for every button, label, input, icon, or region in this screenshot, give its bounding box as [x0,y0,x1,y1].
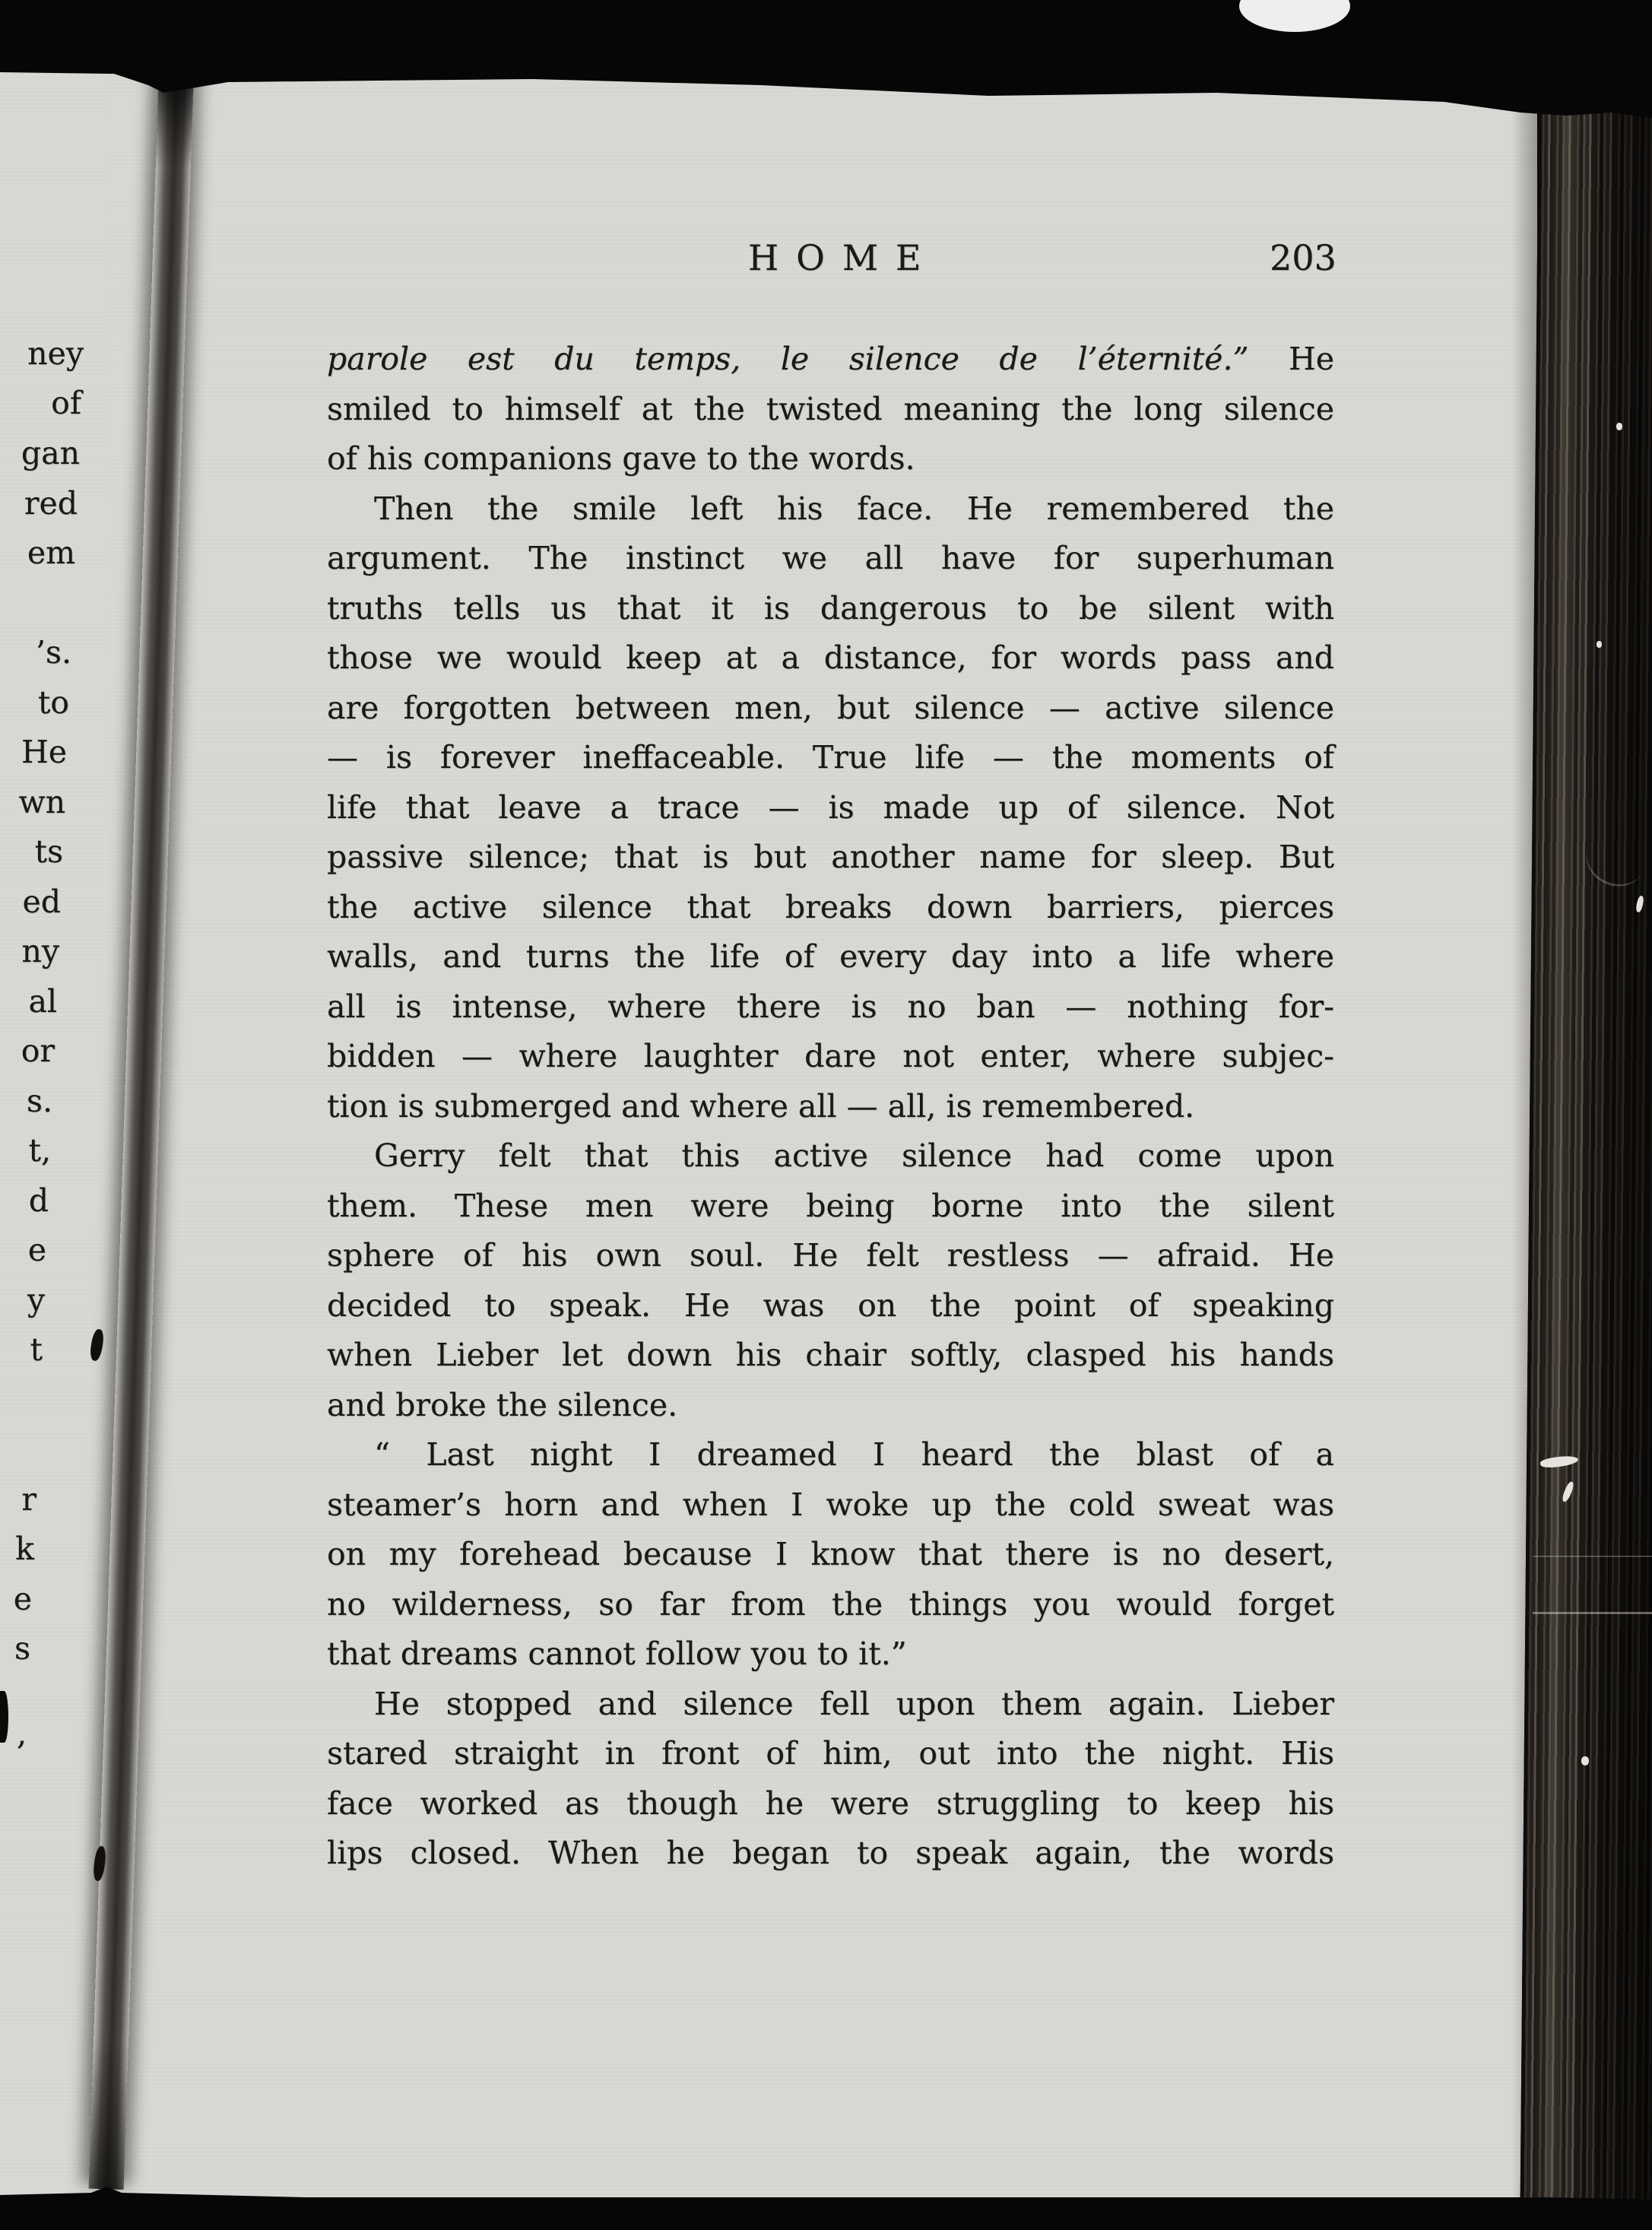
left-page-fragment: ney [27,335,84,372]
text-line [327,1430,1334,1480]
text-segment: walls, and turns the life of every day into a life where [327,938,1334,975]
text-line [327,1381,1334,1431]
paper-speck [1616,423,1622,430]
text-segment: them. These men were being borne into the silent [327,1187,1334,1224]
text-segment: are forgotten between men, but silence — active silence [327,689,1334,726]
left-page-fragment: ed [22,883,61,920]
text-segment: “ Last night I dreamed I heard the blast of a [374,1436,1334,1473]
text-segment: bidden — where laughter dare not enter, where subjec- [327,1038,1334,1074]
text-segment: Then the smile left his face. He remembered the [374,490,1334,527]
left-page-fragment: to [37,684,69,721]
text-segment: passive silence; that is but another name for sleep. But [327,839,1334,875]
text-line [327,385,1334,435]
text-line [327,1131,1334,1182]
fore-edge-texture [1520,30,1652,2220]
left-page-fragment: t [30,1331,43,1368]
text-segment: on my forehead because I know that there is no desert, [327,1536,1334,1572]
left-page-fragment: of [51,385,81,421]
text-line [327,733,1334,783]
left-page-fragment: He [21,734,67,770]
left-page-fragment: em [27,535,75,571]
text-line [327,783,1334,833]
left-page-fragment: d [28,1182,49,1219]
text-segment: those we would keep at a distance, for words pass and [327,639,1334,676]
left-page-fragment: ts [34,833,63,870]
text-segment: stared straight in front of him, out into the night. His [327,1735,1334,1772]
left-page-fragments [0,0,91,2230]
text-segment: of his companions gave to the words. [327,440,915,477]
text-segment: that dreams cannot follow you to it.” [327,1635,907,1672]
text-segment: truths tells us that it is dangerous to be silent with [327,589,1334,626]
text-segment: He [1248,341,1334,377]
text-line [327,1680,1334,1730]
left-page-fragment: e [13,1581,32,1617]
text-line [327,1729,1334,1779]
left-page-fragment: s. [26,1083,52,1119]
text-segment: and broke the silence. [327,1386,678,1423]
text-line [327,1829,1334,1879]
text-line [327,1629,1334,1680]
text-line [327,1480,1334,1531]
left-page-fragment: e [27,1232,46,1268]
left-page-fragment: , [16,1715,27,1752]
paper-speck [1581,1756,1589,1765]
text-segment: argument. The instinct we all have for superhuman [327,540,1334,576]
text-line [327,1580,1334,1630]
running-header: HOME [748,237,939,278]
body-text [327,335,1334,1879]
text-line [327,1182,1334,1232]
italic-text-segment: parole est du temps, le silence de l’éternité.” [327,341,1249,377]
left-page-fragment: t, [28,1132,51,1169]
text-segment: sphere of his own soul. He felt restless — afraid. He [327,1237,1334,1274]
text-line [327,982,1334,1033]
text-segment: the active silence that breaks down barriers, pierces [327,888,1334,925]
text-line [327,1331,1334,1381]
text-line [327,1231,1334,1281]
text-line [327,484,1334,535]
text-line [327,434,1334,484]
text-segment: steamer’s horn and when I woke up the cold sweat was [327,1486,1334,1523]
left-page-fragment: gan [21,435,80,471]
text-line [327,1032,1334,1082]
text-segment: life that leave a trace — is made up of silence. Not [327,788,1334,826]
left-page-fragment: k [15,1531,34,1567]
text-line [327,684,1334,734]
text-line [327,633,1334,684]
text-line [327,932,1334,982]
left-page-fragment: ny [21,933,59,969]
left-page-fragment: al [28,983,57,1020]
text-line [327,534,1334,584]
text-segment: smiled to himself at the twisted meaning the long silence [327,390,1334,427]
text-segment: Gerry felt that this active silence had come upon [374,1137,1334,1174]
text-segment: He stopped and silence fell upon them again. Lieber [374,1685,1334,1722]
fore-edge-scratch [1533,1612,1652,1614]
page-number: 203 [1270,237,1337,278]
text-segment: decided to speak. He was on the point of speaking [327,1286,1334,1324]
text-line [327,1082,1334,1132]
text-segment: no wilderness, so far from the things you would forget [327,1585,1334,1623]
text-line [327,335,1334,385]
left-page-fragment: or [21,1033,55,1069]
text-segment: — is forever ineffaceable. True life — the moments of [327,739,1334,776]
left-page-fragment: red [24,485,78,522]
text-segment: all is intense, where there is no ban — nothing for- [327,988,1334,1025]
left-page-fragment: s [14,1630,30,1667]
book-page [106,68,1537,2197]
text-line [327,584,1334,634]
text-line [327,833,1334,883]
left-page-fragment: ’s. [35,634,71,671]
fore-edge-scratch [1533,1556,1652,1557]
text-segment: tion is submerged and where all — all, is remembered. [327,1087,1195,1125]
left-page-fragment: wn [18,784,65,820]
paper-speck [1597,641,1602,648]
left-page-fragment: r [21,1481,36,1518]
text-line [327,1779,1334,1829]
text-segment: when Lieber let down his chair softly, clasped his hands [327,1337,1334,1373]
text-line [327,883,1334,933]
text-line [327,1530,1334,1580]
left-page-fragment: y [27,1282,45,1318]
text-segment: lips closed. When he began to speak again, the words [327,1835,1334,1871]
text-line [327,1281,1334,1331]
text-segment: face worked as though he were struggling to keep his [327,1784,1334,1822]
